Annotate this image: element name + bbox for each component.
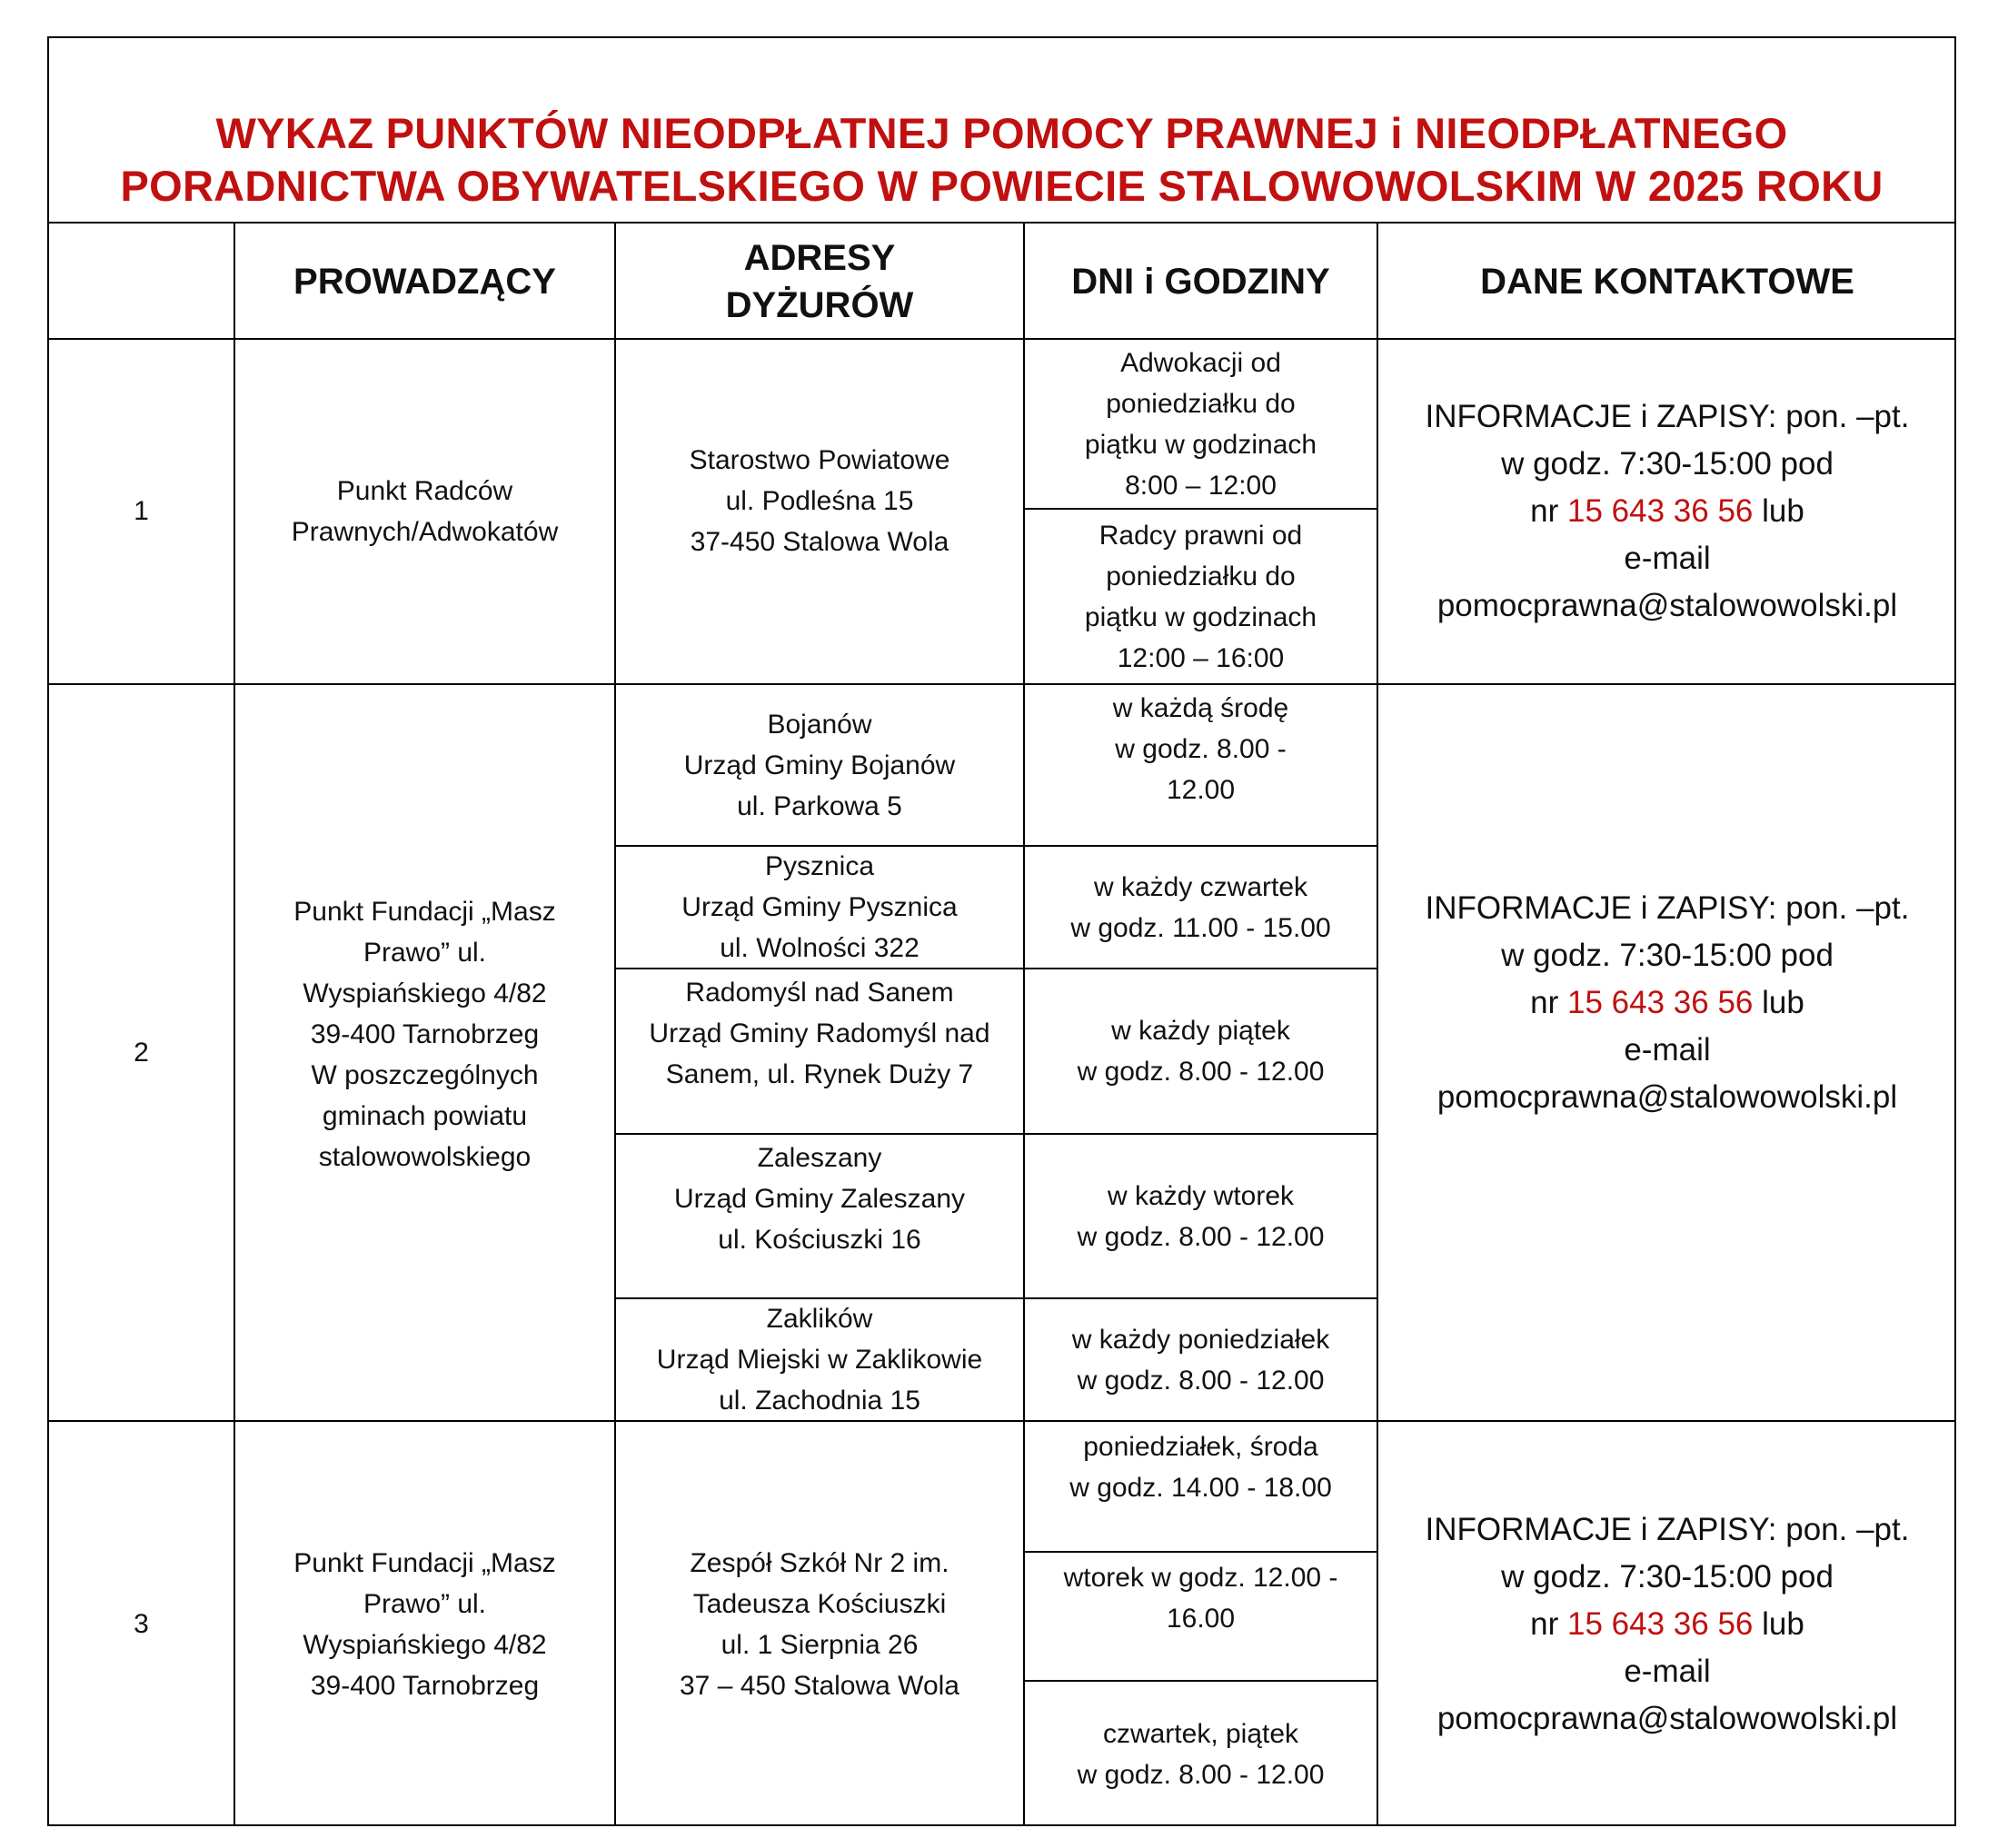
contact-line: INFORMACJE i ZAPISY: pon. –pt. <box>1425 889 1910 926</box>
phone-number: 15 643 36 56 <box>1567 1605 1754 1642</box>
provider-line: stalowowolskiego <box>318 1142 532 1172</box>
header-hours <box>1025 225 1377 338</box>
title-line-1: WYKAZ PUNKTÓW NIEODPŁATNEJ POMOCY PRAWNEJ i NIEODPŁATNEGO <box>215 109 1788 157</box>
row-number-text: 1 <box>134 496 149 526</box>
phone-number: 15 643 36 56 <box>1567 984 1754 1020</box>
hours-line: poniedziałku do <box>1106 561 1296 591</box>
contact-phone-line <box>1530 488 1804 535</box>
address-line: Zaleszany <box>757 1142 882 1173</box>
address-line: ul. 1 Sierpnia 26 <box>721 1629 919 1660</box>
address-line: Zespół Szkół Nr 2 im. <box>690 1547 949 1578</box>
provider-cell <box>235 1422 614 1826</box>
hours-line: w godz. 8.00 - <box>1115 733 1287 764</box>
row-number <box>49 1422 234 1826</box>
provider-line: 39-400 Tarnobrzeg <box>310 1019 540 1049</box>
phone-suffix: lub <box>1753 493 1804 529</box>
address-line: Urząd Gminy Radomyśl nad <box>649 1018 990 1048</box>
hours-line: poniedziałek, środa <box>1083 1432 1318 1462</box>
hours-cell <box>1025 969 1377 1133</box>
document-sheet <box>47 36 1956 1826</box>
address-line: Sanem, ul. Rynek Duży 7 <box>665 1058 974 1089</box>
contact-line: w godz. 7:30-15:00 pod <box>1501 1558 1834 1595</box>
address-line: Urząd Gminy Bojanów <box>683 750 956 780</box>
header-provider <box>235 225 614 338</box>
contact-phone-line <box>1530 979 1804 1027</box>
provider-line: Wyspiańskiego 4/82 <box>303 1629 547 1660</box>
contact-cell <box>1378 685 1956 1420</box>
address-line: Urząd Gminy Pysznica <box>681 892 958 922</box>
hours-line: w godz. 8.00 - 12.00 <box>1077 1365 1325 1396</box>
contact-cell <box>1378 1422 1956 1826</box>
provider-line: Prawnych/Adwokatów <box>291 517 559 547</box>
provider-cell <box>235 340 614 683</box>
contact-line: w godz. 7:30-15:00 pod <box>1501 446 1834 482</box>
email-label: e-mail <box>1624 541 1711 576</box>
address-cell <box>616 847 1023 968</box>
hours-line: czwartek, piątek <box>1102 1718 1299 1749</box>
phone-prefix: nr <box>1530 493 1568 529</box>
hours-cell <box>1025 1682 1377 1826</box>
provider-line: Prawo” ul. <box>363 938 487 968</box>
row-number-text: 2 <box>134 1037 149 1068</box>
hours-cell <box>1025 1553 1377 1644</box>
hours-line: w każdy piątek <box>1111 1016 1290 1046</box>
address-line: Starostwo Powiatowe <box>689 445 950 475</box>
address-line: Radomyśl nad Sanem <box>685 977 954 1008</box>
email-label: e-mail <box>1624 1031 1711 1068</box>
phone-number: 15 643 36 56 <box>1567 493 1754 529</box>
address-line: ul. Podleśna 15 <box>725 486 914 516</box>
email-address: pomocprawna@stalowowolski.pl <box>1436 588 1898 623</box>
address-line: Pysznica <box>764 851 875 881</box>
header-contact <box>1378 225 1956 338</box>
row-number-text: 3 <box>134 1608 149 1639</box>
address-line: ul. Zachodnia 15 <box>719 1386 920 1416</box>
provider-line: Wyspiańskiego 4/82 <box>303 979 547 1008</box>
hours-line: w każdy poniedziałek <box>1071 1324 1330 1355</box>
hours-line: 8:00 – 12:00 <box>1125 470 1277 501</box>
address-line: Bojanów <box>767 709 872 740</box>
address-line: Urząd Gminy Zaleszany <box>673 1183 966 1214</box>
contact-line: INFORMACJE i ZAPISY: pon. –pt. <box>1425 1511 1910 1547</box>
contact-line: w godz. 7:30-15:00 pod <box>1501 937 1834 973</box>
address-line: 37 – 450 Stalowa Wola <box>680 1670 959 1701</box>
hours-line: Adwokacji od <box>1120 347 1281 378</box>
address-cell <box>616 969 1023 1097</box>
hours-line: 12:00 – 16:00 <box>1117 642 1285 673</box>
hours-line: wtorek w godz. 12.00 - <box>1063 1563 1338 1593</box>
address-cell <box>616 1135 1023 1262</box>
provider-line: Punkt Radców <box>336 476 513 506</box>
email-address: pomocprawna@stalowowolski.pl <box>1436 1078 1898 1115</box>
provider-line: Punkt Fundacji „Masz <box>293 897 556 927</box>
provider-line: 39-400 Tarnobrzeg <box>310 1670 540 1701</box>
address-cell <box>616 685 1023 845</box>
address-line: ul. Wolności 322 <box>720 933 920 963</box>
address-cell <box>616 1422 1023 1826</box>
address-line: ul. Kościuszki 16 <box>718 1224 921 1255</box>
hours-line: 12.00 <box>1166 774 1236 805</box>
hours-line: w godz. 8.00 - 12.00 <box>1077 1221 1325 1252</box>
row-number <box>49 685 234 1420</box>
provider-line: Prawo” ul. <box>363 1588 487 1619</box>
hours-line: w każdy wtorek <box>1107 1180 1295 1211</box>
contact-line: INFORMACJE i ZAPISY: pon. –pt. <box>1425 399 1910 434</box>
phone-prefix: nr <box>1530 1605 1568 1642</box>
hours-cell <box>1025 1299 1377 1420</box>
address-cell <box>616 1299 1023 1420</box>
hours-line: w każdą środę <box>1112 692 1289 723</box>
header-hours-text: DNI i GODZINY <box>1071 262 1330 302</box>
hours-cell <box>1025 685 1377 812</box>
address-line: 37-450 Stalowa Wola <box>690 527 949 557</box>
document-title <box>49 38 1954 224</box>
contact-cell <box>1378 340 1956 683</box>
header-address <box>616 225 1023 338</box>
hours-cell <box>1025 510 1377 683</box>
phone-suffix: lub <box>1753 984 1804 1020</box>
row-number <box>49 340 234 683</box>
address-line: Urząd Miejski w Zaklikowie <box>656 1345 983 1375</box>
hours-line: Radcy prawni od <box>1098 520 1303 551</box>
phone-suffix: lub <box>1753 1605 1804 1642</box>
address-line: Zaklików <box>766 1304 873 1334</box>
hours-line: piątku w godzinach <box>1084 429 1317 460</box>
phone-prefix: nr <box>1530 984 1568 1020</box>
email-label: e-mail <box>1624 1653 1711 1689</box>
hours-line: w godz. 8.00 - 12.00 <box>1077 1057 1325 1087</box>
hours-line: w godz. 14.00 - 18.00 <box>1069 1473 1332 1503</box>
email-address: pomocprawna@stalowowolski.pl <box>1436 1700 1898 1736</box>
header-address-line: ADRESY <box>743 238 896 278</box>
hours-cell <box>1025 340 1377 508</box>
hours-cell <box>1025 1135 1377 1297</box>
hours-line: w godz. 8.00 - 12.00 <box>1077 1759 1325 1790</box>
address-cell <box>616 340 1023 662</box>
provider-line: W poszczególnych <box>311 1060 539 1090</box>
title-line-2: PORADNICTWA OBYWATELSKIEGO W POWIECIE STALOWOWOLSKIM W 2025 ROKU <box>120 162 1884 210</box>
hours-cell <box>1025 847 1377 968</box>
header-address-line: DYŻURÓW <box>725 285 914 325</box>
contact-phone-line <box>1530 1601 1804 1648</box>
header-contact-text: DANE KONTAKTOWE <box>1480 262 1854 302</box>
hours-cell <box>1025 1422 1377 1513</box>
provider-line: Punkt Fundacji „Masz <box>293 1547 556 1578</box>
hours-line: 16.00 <box>1166 1604 1236 1634</box>
address-line: Tadeusza Kościuszki <box>692 1588 947 1619</box>
provider-line: gminach powiatu <box>322 1101 528 1131</box>
hours-line: poniedziałku do <box>1106 388 1296 419</box>
address-line: ul. Parkowa 5 <box>737 790 902 821</box>
hours-line: piątku w godzinach <box>1084 601 1317 632</box>
header-provider-text: PROWADZĄCY <box>293 262 556 302</box>
provider-cell <box>235 685 614 1420</box>
hours-line: w każdy czwartek <box>1093 871 1308 902</box>
hours-line: w godz. 11.00 - 15.00 <box>1070 912 1331 943</box>
